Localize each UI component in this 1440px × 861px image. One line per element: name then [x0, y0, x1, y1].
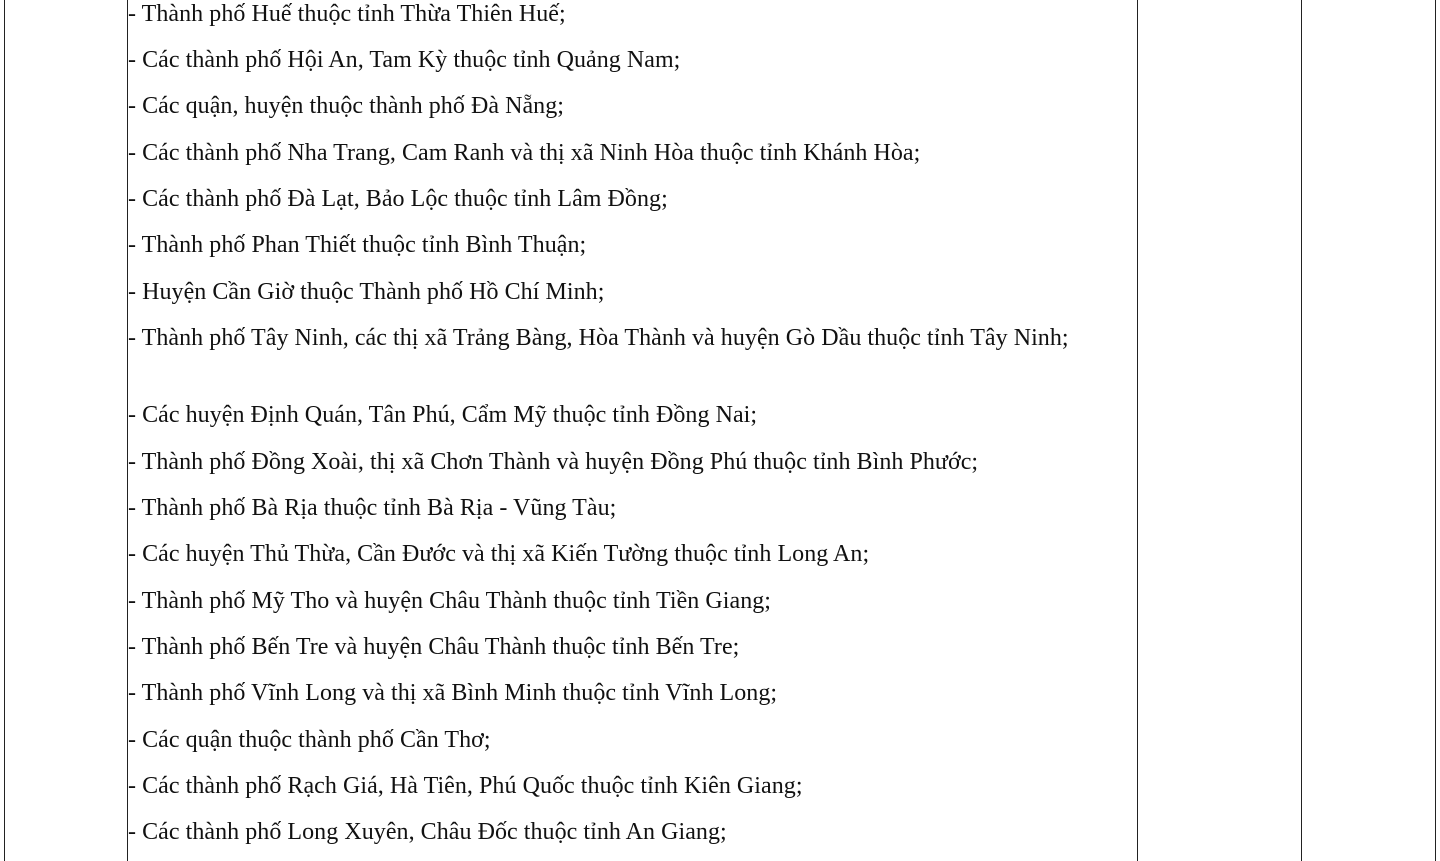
list-item: - Thành phố Bến Tre và huyện Châu Thành thuộc tỉnh Bến Tre;: [128, 634, 740, 660]
list-item: - Thành phố Huế thuộc tỉnh Thừa Thiên Huế;: [128, 1, 566, 27]
list-item: - Các thành phố Nha Trang, Cam Ranh và thị xã Ninh Hòa thuộc tỉnh Khánh Hòa;: [128, 140, 921, 166]
list-item: - Các huyện Định Quán, Tân Phú, Cẩm Mỹ thuộc tỉnh Đồng Nai;: [128, 402, 758, 428]
list-item: - Thành phố Phan Thiết thuộc tỉnh Bình Thuận;: [128, 232, 587, 258]
list-item: - Các thành phố Hội An, Tam Kỳ thuộc tỉnh Quảng Nam;: [128, 47, 681, 73]
list-item: - Thành phố Mỹ Tho và huyện Châu Thành thuộc tỉnh Tiền Giang;: [128, 588, 772, 614]
list-item: - Các quận thuộc thành phố Cần Thơ;: [128, 727, 491, 753]
table-cell-area-list: [128, 0, 1128, 861]
list-item: - Các huyện Thủ Thừa, Cần Đước và thị xã Kiến Tường thuộc tỉnh Long An;: [128, 541, 870, 567]
table-column-divider-right: [1301, 0, 1302, 861]
list-item: - Huyện Cần Giờ thuộc Thành phố Hồ Chí Minh;: [128, 279, 605, 305]
list-item: - Các thành phố Long Xuyên, Châu Đốc thuộc tỉnh An Giang;: [128, 819, 727, 845]
list-item: - Các thành phố Đà Lạt, Bảo Lộc thuộc tỉnh Lâm Đồng;: [128, 186, 668, 212]
list-item: - Thành phố Tây Ninh, các thị xã Trảng Bàng, Hòa Thành và huyện Gò Dầu thuộc tỉnh Tây Ninh;: [128, 325, 1069, 351]
table-border-left: [4, 0, 5, 861]
list-item: - Thành phố Đồng Xoài, thị xã Chơn Thành và huyện Đồng Phú thuộc tỉnh Bình Phước;: [128, 449, 979, 475]
list-item: - Thành phố Bà Rịa thuộc tỉnh Bà Rịa - Vũng Tàu;: [128, 495, 617, 521]
list-item: - Các thành phố Rạch Giá, Hà Tiên, Phú Quốc thuộc tỉnh Kiên Giang;: [128, 773, 803, 799]
table-column-divider-middle: [1137, 0, 1138, 861]
list-item: - Thành phố Vĩnh Long và thị xã Bình Minh thuộc tỉnh Vĩnh Long;: [128, 680, 778, 706]
table-border-right: [1435, 0, 1436, 861]
list-item: - Các quận, huyện thuộc thành phố Đà Nẵng;: [128, 93, 564, 119]
